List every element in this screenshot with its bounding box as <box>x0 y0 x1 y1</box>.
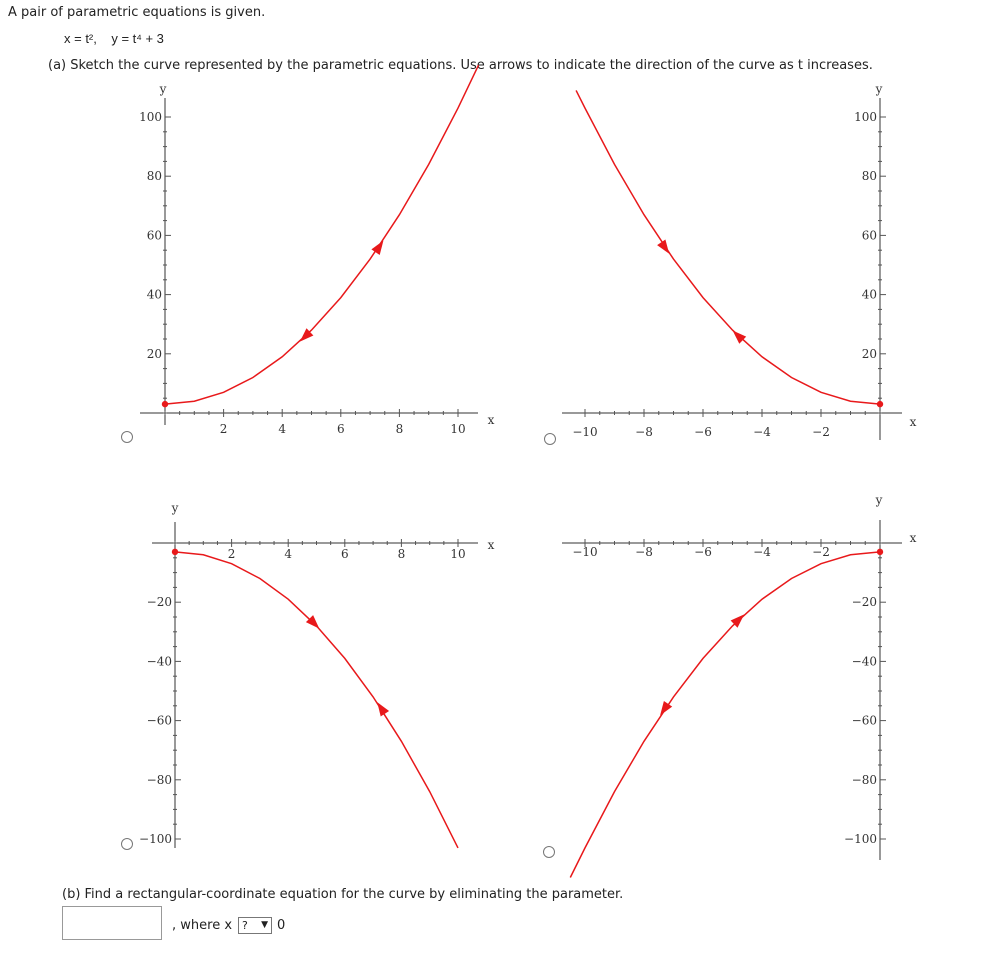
y-tick-label: −60 <box>146 713 172 728</box>
chevron-down-icon: ▼ <box>261 920 268 930</box>
y-tick-label: −80 <box>146 772 172 787</box>
part-b-prompt: (b) Find a rectangular-coordinate equation for the curve by eliminating the parameter. <box>62 887 624 902</box>
x-tick-label: −8 <box>635 545 653 559</box>
curve-line <box>570 552 880 878</box>
x-axis-label: x <box>909 415 917 429</box>
x-axis-label: x <box>487 538 495 552</box>
inequality-select[interactable] <box>238 917 272 934</box>
x-tick-label: 2 <box>227 547 236 561</box>
y-tick-label: −80 <box>851 772 877 787</box>
equation-x: x = t², <box>64 31 97 46</box>
y-tick-label: 80 <box>861 169 877 184</box>
equation-answer-input[interactable] <box>62 906 162 940</box>
x-axis-label: x <box>487 413 495 427</box>
y-axis-label: y <box>875 493 883 507</box>
direction-arrow <box>660 701 672 715</box>
y-tick-label: 40 <box>861 287 877 302</box>
y-tick-label: 100 <box>139 110 162 124</box>
x-tick-label: −2 <box>812 425 830 439</box>
y-tick-label: −20 <box>851 595 877 610</box>
problem-intro: A pair of parametric equations is given. <box>8 5 266 20</box>
y-tick-label: 60 <box>146 228 162 243</box>
x-tick-label: −10 <box>572 425 598 439</box>
y-axis-label: y <box>875 82 883 96</box>
equation-y: y = t⁴ + 3 <box>111 31 164 46</box>
start-point <box>877 549 883 555</box>
y-tick-label: 80 <box>146 169 162 184</box>
y-tick-label: 100 <box>854 110 877 124</box>
y-tick-label: −40 <box>851 654 877 669</box>
inequality-select-value: ? <box>242 919 248 932</box>
x-tick-label: 10 <box>450 422 466 436</box>
y-tick-label: 40 <box>146 287 162 302</box>
x-tick-label: 4 <box>284 547 293 561</box>
x-tick-label: −6 <box>694 545 712 559</box>
y-axis-label: y <box>159 82 167 96</box>
x-tick-label: −4 <box>753 545 771 559</box>
y-tick-label: 20 <box>146 346 162 361</box>
x-tick-label: 6 <box>340 547 349 561</box>
y-tick-label: −20 <box>146 595 172 610</box>
x-tick-label: −8 <box>635 425 653 439</box>
part-a-prompt: (a) Sketch the curve represented by the parametric equations. Use arrows to indicate the direction of the curve as t increases. <box>48 58 873 73</box>
x-tick-label: 2 <box>219 422 228 436</box>
x-tick-label: −2 <box>812 545 830 559</box>
y-tick-label: −60 <box>851 713 877 728</box>
x-tick-label: 10 <box>450 547 466 561</box>
x-tick-label: −4 <box>753 425 771 439</box>
where-label: , where x <box>172 918 233 933</box>
x-tick-label: 4 <box>278 422 287 436</box>
y-tick-label: 60 <box>861 228 877 243</box>
y-axis-label: y <box>171 501 179 515</box>
x-tick-label: 8 <box>395 422 404 436</box>
y-tick-label: −100 <box>844 832 877 846</box>
y-tick-label: −40 <box>146 654 172 669</box>
inequality-rhs: 0 <box>277 918 286 933</box>
y-tick-label: −100 <box>139 832 172 846</box>
y-tick-label: 20 <box>861 346 877 361</box>
x-tick-label: 6 <box>336 422 345 436</box>
x-tick-label: −6 <box>694 425 712 439</box>
x-axis-label: x <box>909 531 917 545</box>
x-tick-label: −10 <box>572 545 598 559</box>
x-tick-label: 8 <box>397 547 406 561</box>
